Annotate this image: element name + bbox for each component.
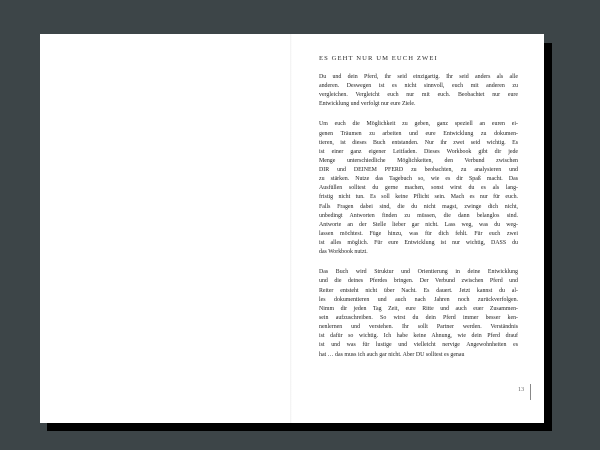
text-line: fristig nicht tun. Es soll keine Pflicht sein. Mach es nur für euch. (319, 194, 518, 201)
chapter-heading: ES GEHT NUR UM EUCH ZWEI (319, 55, 438, 62)
text-line: Antworte an der Stelle lieber gar nicht. Lass weg, was du weg- (319, 221, 518, 228)
text-line: nenlernen und verstehen. Ihr sollt Partner werden. Verständnis (319, 324, 518, 331)
text-line: genen Träumen zu arbeiten und eure Entwicklung zu dokumen- (319, 130, 518, 137)
page-number-rule (530, 384, 531, 400)
text-line: hat … das muss ich auch gar nicht. Aber DU solltest es genau (319, 351, 465, 358)
text-line: das Workbook nutzt. (319, 249, 368, 256)
text-line: tieren, ist dieses Buch entstanden. Nur ihr zwei seid wichtig. Es (319, 139, 518, 146)
page-number: 13 (518, 386, 525, 393)
text-line: Falls Fragen dabei sind, die du nicht magst, zwinge dich nicht, (319, 203, 518, 210)
paragraph (319, 120, 518, 257)
text-line: lassen möchtest. Füge hinzu, was für dich fehlt. Für euch zwei (319, 231, 518, 238)
paragraph (319, 73, 518, 110)
text-line: DIR und DEINEM PFERD zu beobachten, zu analysieren und (319, 167, 518, 174)
text-line: anderen. Deswegen ist es nicht sinnvoll, euch mit anderen zu (319, 83, 518, 90)
text-line: Um euch die Möglichkeit zu geben, ganz speziell an euren ei- (319, 121, 518, 128)
left-page-blank (40, 34, 292, 423)
text-line: Du und dein Pferd, ihr seid einzigartig. Ihr seid anders als alle (319, 74, 518, 80)
text-line: Nimm dir jeden Tag Zeit, eure Ritte und auch euer Zusammen- (319, 305, 518, 312)
text-line: sein aufzuschreiben. So wirst du dein Pferd immer besser ken- (319, 314, 518, 321)
text-line: ist alles möglich. Für eure Entwicklung ist nur wichtig, DASS du (319, 240, 518, 247)
paragraph (319, 268, 518, 359)
text-line: les dokumentieren und auch nach Jahren noch zurückverfolgen. (319, 296, 518, 303)
text-line: vergleichen. Vergleicht euch nur mit euch. Beobachtet nur eure (319, 92, 518, 99)
book-spread (40, 34, 544, 423)
text-line: Reiter entsteht nicht über Nacht. Es dauert. Jetzt kannst du al- (319, 287, 518, 294)
right-page (292, 34, 544, 423)
text-line: zu stärken. Nutze das Tagebuch so, wie es dir Spaß macht. Das (319, 176, 518, 183)
text-line: Entwicklung und verfolgt nur eure Ziele. (319, 101, 416, 108)
text-line: ist und was für lustige und vielleicht nervige Angewohnheiten es (319, 342, 518, 349)
text-line: Das Buch wird Struktur und Orientierung in deine Entwicklung (319, 269, 518, 276)
text-line: ist dafür so wichtig. Ich habe keine Ahnung, wie dein Pferd drauf (319, 333, 518, 340)
text-line: Ausfüllen solltest du gerne machen, sonst wirst du es als lang- (319, 185, 518, 192)
text-line: unbedingt Antworten finden zu müssen, die dann belanglos sind. (319, 212, 518, 219)
text-line: ist einer ganz eigener Leitfaden. Dieses Workbook gibt dir jede (319, 148, 518, 155)
text-line: Menge unterschiedliche Möglichkeiten, den Verbund zwischen (319, 157, 518, 164)
body-text (319, 73, 518, 370)
text-line: und die deines Pferdes bringen. Der Verbund zwischen Pferd und (319, 278, 518, 285)
